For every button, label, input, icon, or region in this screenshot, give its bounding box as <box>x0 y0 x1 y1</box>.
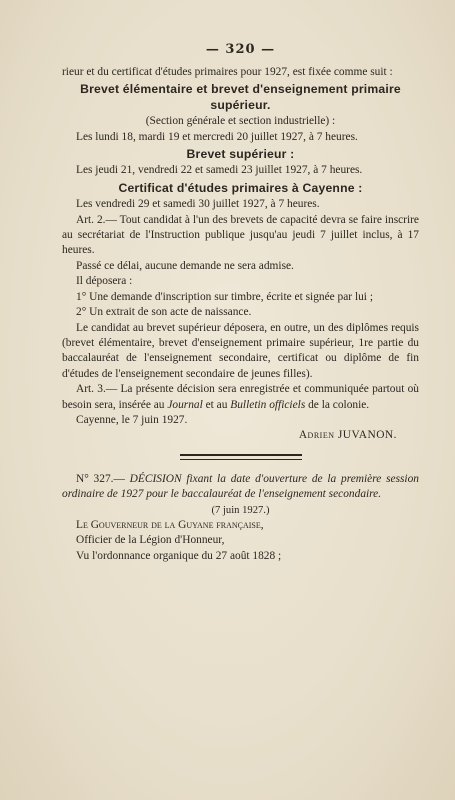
paragraph-article-3 <box>62 382 419 413</box>
decision-line-officier: Officier de la Légion d'Honneur, <box>76 534 225 547</box>
paragraph-place-date: Cayenne, le 7 juin 1927. <box>76 413 188 426</box>
heading-certificat-etudes: Certificat d'études primaires à Cayenne : <box>118 180 363 195</box>
bulletin-title: Bulletin officiels <box>230 398 306 411</box>
decision-number: N° 327.— <box>76 472 130 485</box>
paragraph-intro: rieur et du certificat d'études primaires pour 1927, est fixée comme suit : <box>62 66 393 78</box>
heading-brevet-superieur: Brevet supérieur : <box>186 147 295 162</box>
decision-line-ordonnance: Vu l'ordonnance organique du 27 août 1828 ; <box>76 549 282 562</box>
article-3-text-a: Art. 3.— La présente décision sera enregistrée et communiquée partout où besoin sera, insérée au <box>62 383 419 411</box>
decision-line-gouverneur: Le Gouverneur de la Guyane française, <box>76 518 264 531</box>
paragraph-dates-certificat: Les vendredi 29 et samedi 30 juillet 1927, à 7 heures. <box>76 198 320 211</box>
paragraph-delai: Passé ce délai, aucune demande ne sera admise. <box>76 259 294 272</box>
signature: Adrien JUVANON. <box>298 429 397 442</box>
paragraph-diplomes: Le candidat au brevet supérieur déposera, en outre, un des diplômes requis (brevet élémentaire, brevet d'enseignement primaire supérieur, 1re partie du baccalauréat de l'enseignement secondaire, certificat ou diplôme de fin d'études de l'enseignement secondaire de jeunes filles). <box>62 321 419 380</box>
paragraph-item-1: 1° Une demande d'inscription sur timbre, écrite et signée par lui ; <box>76 290 373 303</box>
paragraph-item-2: 2° Un extrait de son acte de naissance. <box>76 306 252 319</box>
page-number: — 320 — <box>205 42 276 57</box>
paragraph-dates-superieur: Les jeudi 21, vendredi 22 et samedi 23 juillet 1927, à 7 heures. <box>76 164 363 177</box>
paragraph-article-2: Art. 2.— Tout candidat à l'un des brevets de capacité devra se faire inscrire au secrétariat de l'Instruction publique jusqu'au jeudi 7 juillet inclus, à 17 heures. <box>62 213 419 257</box>
heading-brevet-elementaire: Brevet élémentaire et brevet d'enseignement primaire supérieur. <box>80 82 401 112</box>
section-divider <box>180 454 302 460</box>
paragraph-sections: (Section générale et section industrielle) : <box>145 115 336 128</box>
paragraph-dates-elementaire: Les lundi 18, mardi 19 et mercredi 20 juillet 1927, à 7 heures. <box>76 130 358 143</box>
decision-heading <box>62 472 419 503</box>
article-3-text-c: de la colonie. <box>305 398 370 411</box>
article-3-text-b: et au <box>202 398 231 411</box>
decision-date: (7 juin 1927.) <box>211 504 270 516</box>
paragraph-deposera: Il déposera : <box>76 275 133 288</box>
decision-title: DÉCISION fixant la date d'ouverture de la première session ordinaire de 1927 pour le baccalauréat de l'enseignement secondaire. <box>62 472 419 501</box>
journal-title: Journal <box>167 398 203 411</box>
